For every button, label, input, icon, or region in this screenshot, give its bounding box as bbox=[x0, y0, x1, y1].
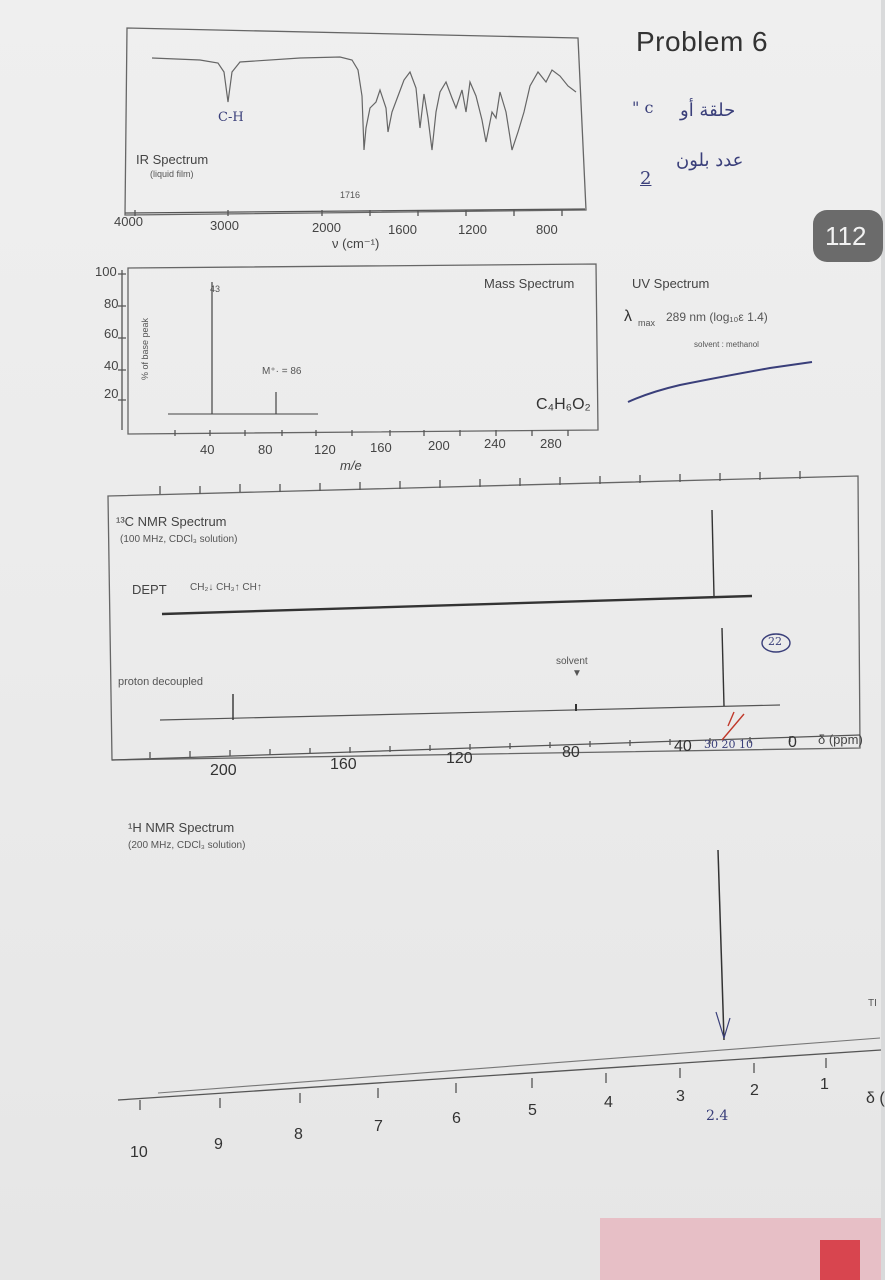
h1-tms-label: TI bbox=[868, 998, 877, 1009]
h1-tick-6: 6 bbox=[452, 1110, 461, 1127]
h1-title: ¹H NMR Spectrum bbox=[128, 820, 235, 835]
mass-base-peak-label: 43 bbox=[210, 284, 221, 294]
handwritten-mark: " c bbox=[632, 98, 654, 117]
h1-tick-9: 9 bbox=[214, 1136, 223, 1153]
h1-tick-4: 4 bbox=[604, 1094, 613, 1111]
h1-tick-8: 8 bbox=[294, 1126, 303, 1143]
ir-tick-1600: 1600 bbox=[388, 222, 417, 237]
mass-formula: C₄H₆O₂ bbox=[536, 396, 591, 413]
mass-title: Mass Spectrum bbox=[484, 276, 575, 291]
mass-xtick-200: 200 bbox=[428, 438, 450, 453]
h1-tick-2: 2 bbox=[750, 1082, 759, 1099]
ir-handwritten-ch: C-H bbox=[218, 110, 244, 125]
uv-solvent: solvent : methanol bbox=[694, 340, 759, 349]
circled-note-text: 22 bbox=[768, 635, 782, 648]
mass-xtick-280: 280 bbox=[540, 436, 562, 451]
mass-ytick-100: 100 bbox=[95, 264, 117, 279]
mass-ytick-40: 40 bbox=[104, 358, 119, 373]
ir-tick-2000: 2000 bbox=[312, 220, 341, 235]
mass-xtick-40: 40 bbox=[200, 442, 215, 457]
h1-subtitle: (200 MHz, CDCl₃ solution) bbox=[128, 840, 246, 851]
dept-label: DEPT bbox=[132, 582, 167, 597]
mass-ytick-20: 20 bbox=[104, 386, 119, 401]
h1-tick-1: 1 bbox=[820, 1076, 829, 1093]
c13-tick-80: 80 bbox=[562, 744, 580, 761]
mass-xtick-120: 120 bbox=[314, 442, 336, 457]
mass-xtick-160: 160 bbox=[370, 440, 392, 455]
c13-tick-200: 200 bbox=[210, 762, 237, 779]
c13-xlabel: δ (ppm) bbox=[818, 732, 863, 747]
page-number-badge: 112 bbox=[813, 210, 883, 262]
ir-tick-1200: 1200 bbox=[458, 222, 487, 237]
c13-tick-120: 120 bbox=[446, 750, 473, 767]
uv-value: 289 nm (log₁₀ε 1.4) bbox=[666, 310, 768, 324]
mass-ytick-80: 80 bbox=[104, 296, 119, 311]
mass-ytick-60: 60 bbox=[104, 326, 119, 341]
mass-xlabel: m/e bbox=[340, 458, 362, 473]
c13-hand-marks bbox=[722, 712, 744, 740]
h1-xlabel: δ ( bbox=[866, 1090, 885, 1107]
h1-tick-5: 5 bbox=[528, 1102, 537, 1119]
ir-peak-label: 1716 bbox=[340, 190, 361, 200]
mass-ylabel: % of base peak bbox=[140, 317, 150, 380]
red-object bbox=[820, 1240, 860, 1280]
c13-subtitle: (100 MHz, CDCl₃ solution) bbox=[120, 534, 238, 545]
mass-xtick-240: 240 bbox=[484, 436, 506, 451]
c13-tick-40: 40 bbox=[674, 738, 692, 755]
ir-title: IR Spectrum bbox=[136, 152, 209, 167]
ir-subtitle: (liquid film) bbox=[150, 169, 194, 179]
ir-tick-4000: 4000 bbox=[114, 214, 143, 229]
problem-title: Problem 6 bbox=[636, 26, 769, 57]
handwritten-note-2: عدد بلون bbox=[676, 150, 744, 171]
mass-xtick-80: 80 bbox=[258, 442, 273, 457]
uv-title: UV Spectrum bbox=[632, 276, 710, 291]
h1-tick-10: 10 bbox=[130, 1144, 148, 1161]
ir-tick-3000: 3000 bbox=[210, 218, 239, 233]
uv-lambda-sub: max bbox=[638, 318, 656, 328]
c13-solvent-label: solvent bbox=[556, 656, 588, 667]
uv-hand-curve bbox=[628, 362, 812, 402]
dept-legend: CH₂↓ CH₃↑ CH↑ bbox=[190, 582, 262, 593]
uv-lambda: λ bbox=[624, 308, 632, 325]
c13-title: ¹³C NMR Spectrum bbox=[116, 514, 227, 529]
mass-molecular-ion: M⁺· = 86 bbox=[262, 366, 302, 377]
c13-tick-160: 160 bbox=[330, 756, 357, 773]
ir-tick-800: 800 bbox=[536, 222, 558, 237]
proton-decoupled-label: proton decoupled bbox=[118, 676, 204, 688]
ir-spectrum-plot bbox=[125, 28, 586, 216]
h1-tick-7: 7 bbox=[374, 1118, 383, 1135]
handwritten-digit: 2 bbox=[640, 168, 652, 189]
h1-hand-note: 2.4 bbox=[706, 1108, 729, 1124]
c13-solvent-arrow: ▼ bbox=[572, 668, 582, 679]
handwritten-note-1: حلقة أو bbox=[680, 100, 736, 121]
c13-hand-ppm: 30 20 10 bbox=[704, 738, 753, 751]
h1-nmr-plot bbox=[118, 850, 881, 1110]
c13-tick-0: 0 bbox=[788, 734, 797, 751]
h1-tick-3: 3 bbox=[676, 1088, 685, 1105]
ir-xlabel: ν (cm⁻¹) bbox=[332, 236, 380, 251]
